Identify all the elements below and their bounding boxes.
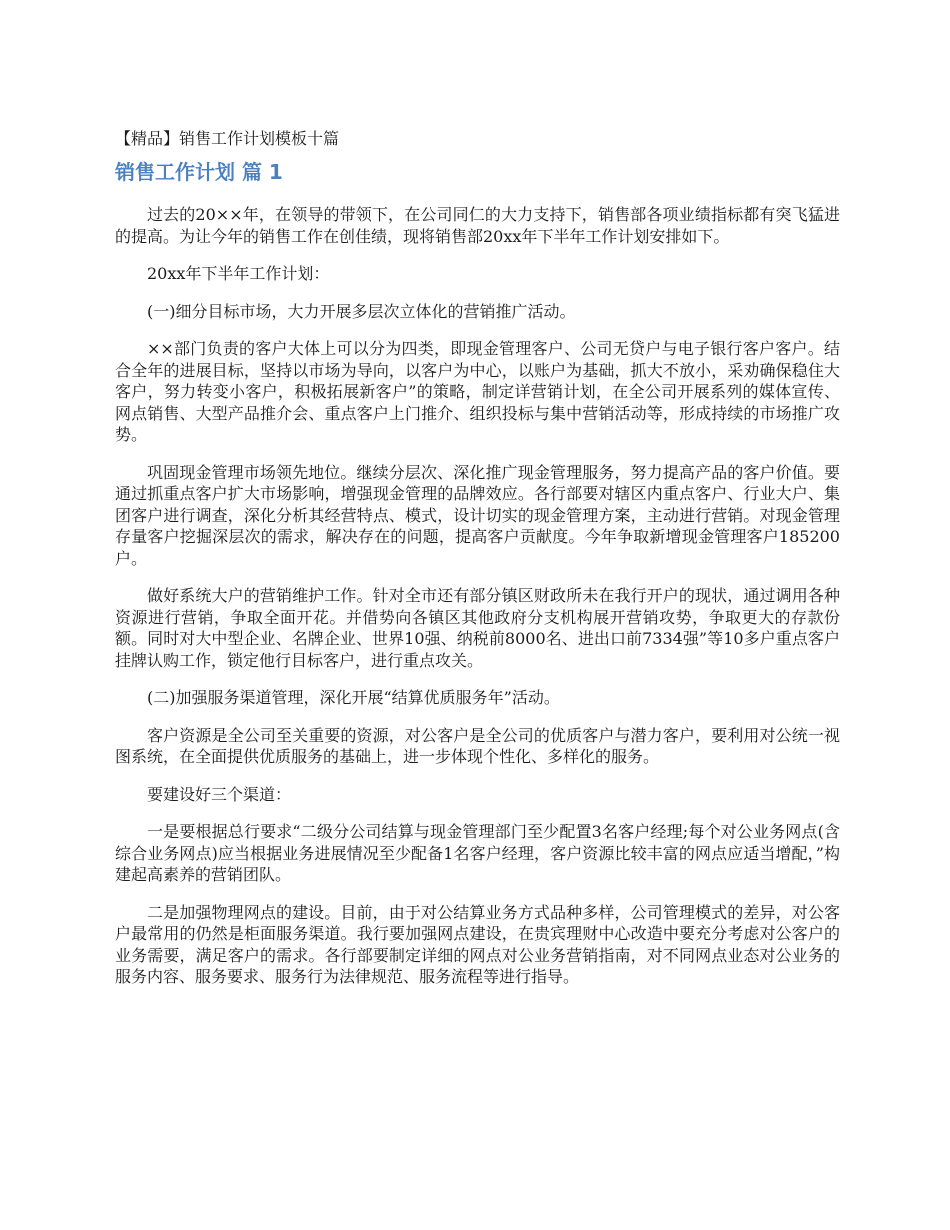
paragraph-channel-1: 一是要根据总行要求“二级分公司结算与现金管理部门至少配置3名客户经理;每个对公业务网点(含综合业务网点)应当根据业务进展情况至少配备1名客户经理，客户资源比较丰富的网点应适当增配，”构建起高素养的营销团队。 — [115, 822, 840, 884]
document-page — [115, 128, 840, 1004]
paragraph-intro: 过去的20××年，在领导的带领下，在公司同仁的大力支持下，销售部各项业绩指标都有突飞猛进的提高。为让今年的销售工作在创佳绩，现将销售部20xx年下半年工作计划安排如下。 — [115, 205, 840, 246]
paragraph-three-channels: 要建设好三个渠道： — [147, 784, 292, 804]
section-heading: 销售工作计划 篇 1 — [115, 160, 283, 184]
paragraph-item-1: (一)细分目标市场，大力开展多层次立体化的营销推广活动。 — [147, 301, 576, 321]
paragraph-system-clients: 做好系统大户的营销维护工作。针对全市还有部分镇区财政所未在我行开户的现状，通过调用各种资源进行营销，争取全面开花。并借势向各镇区其他政府分支机构展开营销攻势，争取更大的存款份额。同时对大中型企业、名牌企业、世界10强、纳税前8000名、进出口前7334强”等10多户重点客户挂牌认购工作，锁定他行目标客户，进行重点攻关。 — [115, 586, 840, 670]
paragraph-item-2: (二)加强服务渠道管理，深化开展“结算优质服务年”活动。 — [147, 688, 560, 707]
paragraph-cash-management: 巩固现金管理市场领先地位。继续分层次、深化推广现金管理服务，努力提高产品的客户价值。要通过抓重点客户扩大市场影响，增强现金管理的品牌效应。各行部要对辖区内重点客户、行业大户、集团客户进行调查，深化分析其经营特点、模式，设计切实的现金管理方案，主动进行营销。对现金管理存量客户挖掘深层次的需求，解决存在的问题，提高客户贡献度。今年争取新增现金管理客户185200户。 — [115, 462, 840, 568]
paragraph-channel-2: 二是加强物理网点的建设。目前，由于对公结算业务方式品种多样，公司管理模式的差异，对公客户最常用的仍然是柜面服务渠道。我行要加强网点建设，在贵宾理财中心改造中要充分考虑对公客户的业务需要，满足客户的需求。各行部要制定详细的网点对公业务营销指南，对不同网点业态对公业务的服务内容、服务要求、服务行为法律规范、服务流程等进行指导。 — [115, 902, 840, 986]
paragraph-plan-title: 20xx年下半年工作计划： — [147, 264, 330, 283]
document-title: 【精品】销售工作计划模板十篇 — [115, 129, 340, 148]
paragraph-customers: ××部门负责的客户大体上可以分为四类，即现金管理客户、公司无贷户与电子银行客户客户。结合全年的进展目标，坚持以市场为导向，以客户为中心，以账户为基础，抓大不放小，采劝确保稳住大客户，努力转变小客户，积极拓展新客户”的策略，制定详营销计划，在全公司开展系列的媒体宣传、网点销售、大型产品推介会、重点客户上门推介、组织投标与集中营销活动等，形成持续的市场推广攻势。 — [115, 339, 840, 444]
paragraph-customer-resources: 客户资源是全公司至关重要的资源，对公客户是全公司的优质客户与潜力客户，要利用对公统一视图系统，在全面提供优质服务的基础上，进一步体现个性化、多样化的服务。 — [115, 725, 840, 766]
